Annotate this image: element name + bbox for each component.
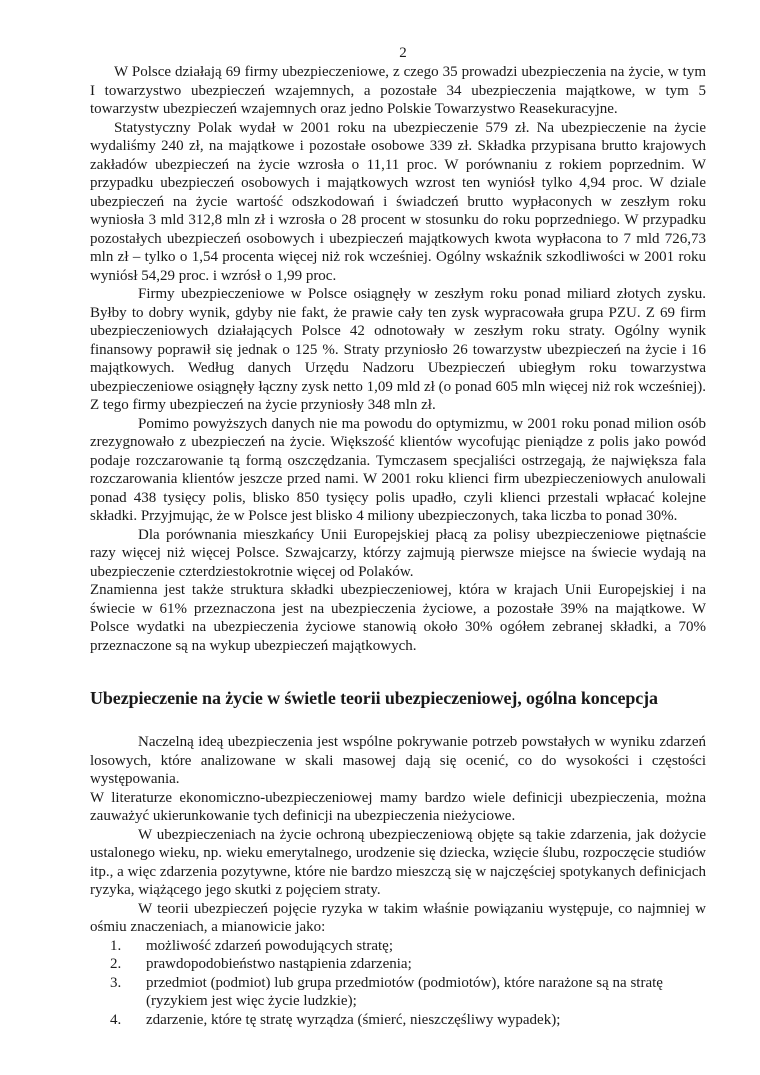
document-page bbox=[90, 44, 706, 1029]
list-item-number: 3. bbox=[110, 974, 122, 991]
paragraph-statistics: Statystyczny Polak wydał w 2001 roku na ubezpieczenie 579 zł. Na ubezpieczenie na życie wydaliśmy 240 zł, na majątkowe i pozostałe osobowe 339 zł. Składka przypisana brutto krajowych zakładów ubezpieczeń na życie wzrosła o 11,11 proc. W porównaniu z rokiem poprzednim. W przypadku ubezpieczeń osobowych i majątkowych wzrost ten wyniósł tylko 4,94 proc. W dziale ubezpieczeń na życie wartość odszkodowań i świadczeń brutto wypłaconych w zeszłym roku wyniosła 3 mld 312,8 mln zł i wzrosła o 28 procent w stosunku do roku poprzedniego. W przypadku pozostałych ubezpieczeń osobowych i ubezpieczeń majątkowych kwota wypłacona to 7 mld 726,73 mln zł – tylko o 1,54 procenta więcej niż rok wcześniej. Ogólny wskaźnik szkodliwości w 2001 roku wyniósł 54,29 proc. i wzrósł o 1,99 proc. bbox=[90, 119, 706, 284]
list-item-number: 1. bbox=[110, 937, 122, 954]
section-heading: Ubezpieczenie na życie w świetle teorii ubezpieczeniowej, ogólna koncepcja bbox=[90, 688, 658, 708]
paragraph-profits: Firmy ubezpieczeniowe w Polsce osiągnęły w zeszłym roku ponad miliard złotych zysku. Byłby to dobry wynik, gdyby nie fakt, że prawie cały ten zysk wypracowała grupa PZU. Z 69 firm ubezpieczeniowych działających Polsce 42 odnotowały w zeszłym roku straty. Ogólny wynik finansowy poprawił się jednak o 125 %. Straty przyniosło 26 towarzystw ubezpieczeń na życie i 16 majątkowych. Według danych Urzędu Nadzoru Ubezpieczeń ubiegłym roku towarzystwa ubezpieczeniowe osiągnęły łączny zysk netto 1,09 mld zł (o ponad 605 mln więcej niż rok wcześniej). Z tego firmy ubezpieczeń na życie przyniosły 348 mln zł. bbox=[90, 286, 706, 413]
list-item-text: zdarzenie, które tę stratę wyrządza (śmierć, nieszczęśliwy wypadek); bbox=[146, 1011, 561, 1028]
list-item-text: możliwość zdarzeń powodujących stratę; bbox=[146, 937, 393, 954]
list-item-number: 2. bbox=[110, 956, 122, 972]
paragraph-insurers-count: W Polsce działają 69 firmy ubezpieczeniowe, z czego 35 prowadzi ubezpieczenia na życie, w tym I towarzystwo ubezpieczeń wzajemnych, a pozostałe 34 ubezpieczenia majątkowe, w tym 5 towarzystw ubezpieczeń wzajemnych oraz jedno Polskie Towarzystwo Reasekuracyjne. bbox=[90, 64, 706, 117]
page-number: 2 bbox=[399, 45, 407, 61]
paragraph-premium-structure: Znamienna jest także struktura składki ubezpieczeniowej, która w krajach Unii Europejskiej i na świecie w 61% przeznaczona jest na ubezpieczenia życiowe, a pozostałe 39% na majątkowe. W Polsce wydatki na ubezpieczenia życiowe stanowią około 30% ogółem zebranej składki, a 70% przeznaczone są na wykup ubezpieczeń majątkowych. bbox=[90, 582, 706, 654]
list-item-text: prawdopodobieństwo nastąpienia zdarzenia; bbox=[146, 956, 412, 972]
paragraph-eu-comparison: Dla porównania mieszkańcy Unii Europejskiej płacą za polisy ubezpieczeniowe piętnaście razy więcej niż więcej Polsce. Szwajcarzy, którzy zajmują pierwsze miejsce na świecie wydają na ubezpieczenie czterdziestokrotnie więcej od Polaków. bbox=[90, 526, 706, 580]
risk-meanings-list bbox=[90, 937, 706, 1030]
list-item-number: 4. bbox=[110, 1011, 122, 1028]
list-item bbox=[90, 955, 706, 974]
list-item bbox=[90, 974, 706, 1011]
paragraph-literature: W literaturze ekonomiczno-ubezpieczeniowej mamy bardzo wiele definicji ubezpieczenia, można zauważyć ukierunkowanie tych definicji na ubezpieczenia nieżyciowe. bbox=[90, 789, 706, 824]
list-item bbox=[90, 937, 706, 956]
paragraph-resignations: Pomimo powyższych danych nie ma powodu do optymizmu, w 2001 roku ponad milion osób zrezygnowało z ubezpieczeń na życie. Większość klientów wycofując pieniądze z polis jako powód podaje rozczarowanie tą formą oszczędzania. Tymczasem specjaliści ostrzegają, że największa fala rozczarowania klientów jeszcze przed nami. W 2001 roku klienci firm ubezpieczeniowych anulowali ponad 438 tysięcy polis, blisko 850 tysięcy polis upadło, czyli klienci przestali wpłacać kolejne składki. Przyjmując, że w Polsce jest blisko 4 miliony ubezpieczonych, taka liczba to ponad 30%. bbox=[90, 415, 706, 524]
paragraph-risk-meanings: W teorii ubezpieczeń pojęcie ryzyka w takim właśnie powiązaniu występuje, co najmniej w ośmiu znaczeniach, a mianowicie jako: bbox=[90, 900, 706, 935]
paragraph-life-events: W ubezpieczeniach na życie ochroną ubezpieczeniową objęte są takie zdarzenia, jak dożycie ustalonego wieku, np. wieku emerytalnego, urodzenie się dziecka, wzięcie ślubu, rozpoczęcie studiów itp., a więc zdarzenia pozytywne, które nie bardzo mieszczą się w najczęściej spotykanych definicjach ryzyka, wiążącego jego skutki z pojęciem straty. bbox=[90, 826, 706, 898]
paragraph-main-idea: Naczelną ideą ubezpieczenia jest wspólne pokrywanie potrzeb powstałych w wyniku zdarzeń losowych, które analizowane w skali masowej dają się ocenić, co do wysokości i częstości występowania. bbox=[90, 734, 706, 787]
list-item bbox=[90, 1011, 706, 1030]
list-item-text: przedmiot (podmiot) lub grupa przedmiotów (podmiotów), które narażone są na stratę (ryzykiem jest więc życie ludzkie); bbox=[146, 974, 663, 1009]
